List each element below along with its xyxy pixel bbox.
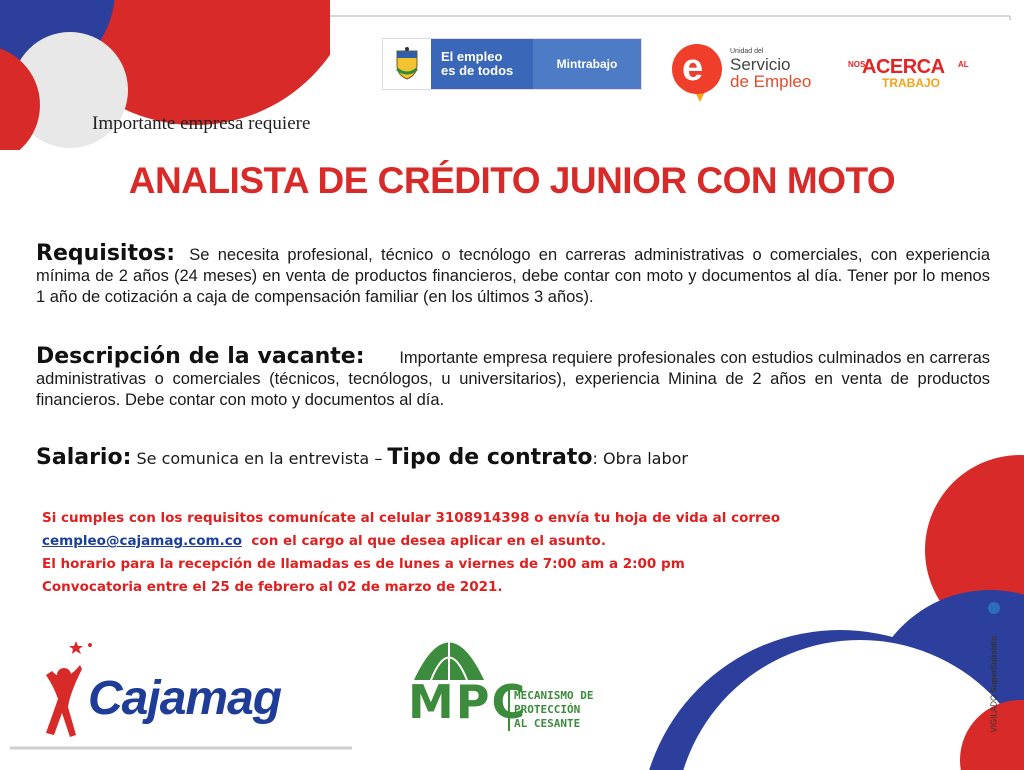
gov-logo-mintrabajo: Mintrabajo [533, 39, 641, 89]
cajamag-logo [36, 635, 326, 745]
salario-text: Se comunica en la entrevista – [136, 449, 383, 468]
descripcion-section [36, 346, 990, 411]
acerca-trabajo: TRABAJO [882, 76, 941, 90]
acerca-al-trabajo-logo [848, 56, 978, 92]
acerca-al: AL [958, 60, 969, 69]
colombia-shield-icon [383, 39, 431, 89]
mpc-line3: AL CESANTE [514, 717, 581, 730]
requisitos-section: Requisitos: Se necesita profesional, técnico o tecnólogo en carreras administrativas o comerciales, con experiencia mínima de 2 años (24 meses) en venta de productos financieros, debe contar con moto y documentos al día. Tener por lo menos 1 año de cotización a caja de compensación familiar (en los últimos 3 años). [36, 241, 990, 306]
servicio-empleo-line1: Servicio [730, 55, 791, 74]
requisitos-text: Se necesita profesional, técnico o tecnólogo en carreras administrativas o comerciales, con experiencia mínima de 2 años (24 meses) en venta de productos financieros, debe contar con moto y documentos al día. Tener por lo menos 1 año de cotización a caja de compensación familiar (en los últimos 3 años). [36, 246, 990, 306]
servicio-empleo-line2: de Empleo [730, 72, 812, 91]
mpc-line2: PROTECCIÓN [514, 703, 581, 716]
mpc-line1: MECANISMO DE [514, 689, 594, 702]
supersubsidio-icon [988, 602, 1000, 614]
cajamag-wordmark: Cajamag [88, 672, 282, 725]
gov-logo-line2: es de todos [441, 63, 514, 78]
servicio-empleo-small: Unidad del [730, 48, 764, 55]
decor-bottom-circles [590, 600, 1024, 770]
vigilado-brand: SuperSubsidio [989, 636, 999, 693]
servicio-empleo-logo [672, 44, 832, 106]
subtitle: Importante empresa requiere [92, 113, 311, 134]
salario-section: Salario: Se comunica en la entrevista – Tipo de contrato: Obra labor [36, 445, 688, 470]
gov-logo [382, 38, 642, 90]
acerca-big: ACERCA [862, 56, 945, 78]
page-title: ANALISTA DE CRÉDITO JUNIOR CON MOTO [128, 160, 896, 201]
mpc-logo [404, 625, 594, 745]
vigilado-prefix: VIGILADO [989, 694, 999, 733]
contrato-value: Obra labor [602, 449, 688, 468]
contrato-label: Tipo de contrato [387, 445, 593, 470]
salario-label: Salario [36, 445, 123, 470]
descripcion-text: Importante empresa requiere profesionales con estudios culminados en carreras administrativas o comerciales (técnicos, tecnólogos, u universitarios), experiencia Minina de 2 años en venta de productos financieros. Debe contar con moto y documentos al día. [36, 349, 990, 409]
contact-section [42, 507, 842, 599]
acerca-nos: NOS [848, 60, 866, 69]
servicio-empleo-e-icon: e [672, 44, 722, 94]
contact-line4: Convocatoria entre el 25 de febrero al 02 de marzo de 2021. [42, 579, 503, 595]
contact-line2: con el cargo al que desea aplicar en el asunto. [251, 533, 606, 549]
descripcion-label: Descripción de la vacante: [36, 344, 365, 369]
decor-top-lines [0, 0, 1024, 20]
requisitos-label: Requisitos [36, 241, 167, 266]
gov-logo-line1: El empleo [441, 49, 503, 64]
contact-line1: Si cumples con los requisitos comunícate al celular 3108914398 o envía tu hoja de vida al correo [42, 510, 781, 526]
vigilado-badge [984, 598, 1004, 738]
contact-line3: El horario para la recepción de llamadas es de lunes a viernes de 7:00 am a 2:00 pm [42, 556, 685, 572]
mpc-short: MPC [408, 675, 528, 729]
email-link[interactable]: cempleo@cajamag.com.co [42, 533, 243, 549]
